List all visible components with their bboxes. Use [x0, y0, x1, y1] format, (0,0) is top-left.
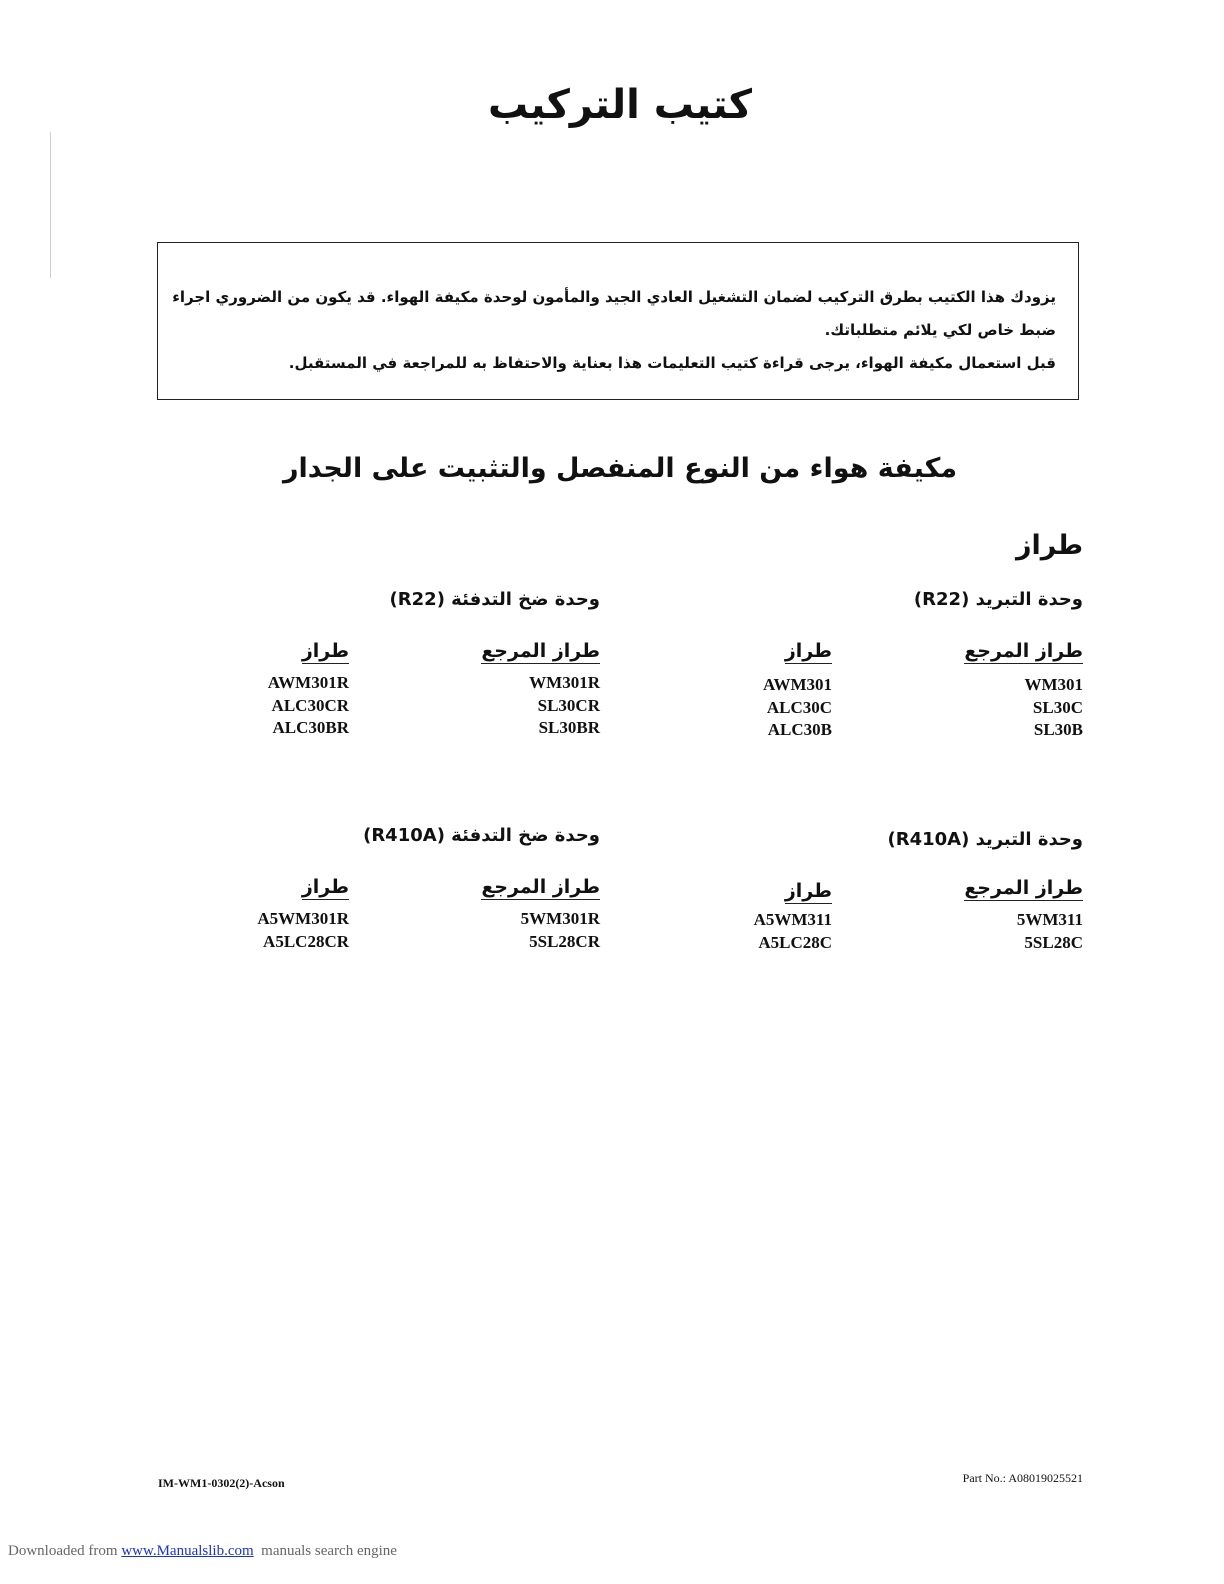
- column-ref-heatpump-r22: [481, 640, 600, 740]
- group-title-cooling-r410a: وحدة التبريد (R410A): [887, 829, 1083, 850]
- ref-model-item: WM301R: [529, 673, 600, 692]
- model-item: ALC30B: [767, 720, 832, 739]
- ref-model-item: SL30BR: [538, 718, 600, 737]
- column-header-model: طراز: [301, 640, 349, 662]
- model-item: AWM301R: [267, 673, 349, 692]
- ref-model-item: WM301: [1024, 675, 1083, 694]
- model-item: A5LC28C: [758, 932, 832, 952]
- model-item: A5WM311: [753, 910, 832, 929]
- column-header-model: طراز: [784, 640, 832, 662]
- column-model-cooling-r410a: [754, 880, 832, 954]
- manualslib-link[interactable]: www.Manualslib.com: [121, 1543, 254, 1559]
- model-item: ALC30C: [766, 697, 832, 717]
- column-header-ref-model: طراز المرجع: [964, 877, 1083, 899]
- download-prefix: Downloaded from: [8, 1543, 118, 1559]
- column-header-ref-model: طراز المرجع: [481, 876, 600, 898]
- group-title-heatpump-r22: وحدة ضخ التدفئة (R22): [389, 589, 600, 610]
- ref-model-item: 5SL28CR: [529, 931, 600, 951]
- model-heading: طراز: [1015, 530, 1083, 561]
- column-header-model: طراز: [301, 876, 349, 898]
- download-suffix: manuals search engine: [261, 1543, 397, 1559]
- ref-model-item: 5WM311: [1016, 910, 1083, 929]
- model-item: ALC30CR: [271, 695, 349, 715]
- column-model-cooling-r22: [763, 640, 832, 742]
- model-item: A5LC28CR: [263, 931, 349, 951]
- column-model-heatpump-r22: [268, 640, 349, 740]
- part-number: Part No.: A08019025521: [962, 1471, 1083, 1485]
- download-notice: [8, 1543, 397, 1560]
- column-header-ref-model: طراز المرجع: [964, 640, 1083, 662]
- model-item: AWM301: [763, 675, 832, 694]
- intro-notice-box: [157, 242, 1079, 400]
- ref-model-item: 5SL28C: [1024, 932, 1083, 952]
- page-title: كتيب التركيب: [487, 82, 753, 128]
- model-item: A5WM301R: [257, 909, 349, 928]
- column-header-ref-model: طراز المرجع: [481, 640, 600, 662]
- column-header-model: طراز: [784, 880, 832, 902]
- column-ref-heatpump-r410a: [481, 876, 600, 953]
- column-ref-cooling-r410a: [964, 877, 1083, 954]
- group-title-cooling-r22: وحدة التبريد (R22): [913, 589, 1083, 610]
- binding-margin-line: [50, 132, 51, 278]
- column-model-heatpump-r410a: [257, 876, 349, 953]
- ref-model-item: SL30B: [1033, 720, 1083, 739]
- ref-model-item: SL30C: [1032, 697, 1083, 717]
- ref-model-item: SL30CR: [537, 695, 600, 715]
- product-title: مكيفة هواء من النوع المنفصل والتثبيت على الجدار: [282, 453, 958, 484]
- group-title-heatpump-r410a: وحدة ضخ التدفئة (R410A): [363, 825, 600, 846]
- ref-model-item: 5WM301R: [520, 909, 600, 928]
- model-item: ALC30BR: [272, 718, 349, 737]
- intro-text: [172, 281, 1056, 380]
- intro-line-1: يزودك هذا الكتيب بطرق التركيب لضمان التشغيل العادي الجيد والمأمون لوحدة مكيفة الهواء. قد يكون من الضروري اجراء ضبط خاص لكي يلائم متطلباتك.: [172, 288, 1056, 339]
- document-code: IM-WM1-0302(2)-Acson: [158, 1476, 285, 1490]
- intro-line-2: قبل استعمال مكيفة الهواء، يرجى قراءة كتيب التعليمات هذا بعناية والاحتفاظ به للمراجعة في المستقبل.: [288, 354, 1056, 372]
- column-ref-cooling-r22: [964, 640, 1083, 742]
